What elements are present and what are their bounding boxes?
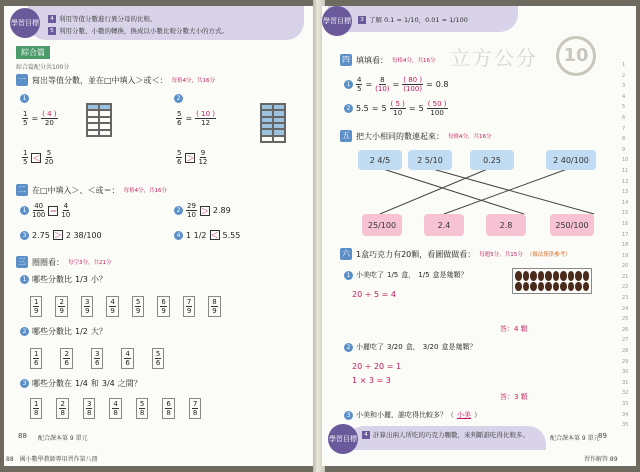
q3-3-options: [30, 398, 201, 419]
bottom-objective: 4 計算出兩人所吃的巧克力顆數，來判斷誰吃得比較多。: [362, 430, 542, 439]
chocolate-piece: [523, 282, 530, 292]
bottom-card-3: 2.8: [486, 214, 526, 236]
top-card-4: 2 40/100: [546, 150, 596, 170]
q3-1-options: [30, 296, 221, 317]
q1-1-num: 1: [20, 94, 29, 103]
bottom-badge: 學習目標: [328, 424, 358, 454]
right-page: [322, 6, 636, 466]
denominator: 8: [113, 409, 118, 417]
grid-5-6: [260, 103, 286, 143]
fraction-option: [91, 348, 103, 369]
objective-5: 5 利用分數、小數的轉換，換成以小數比較分數大小的方式。: [48, 26, 228, 35]
chocolate-piece: [515, 271, 522, 281]
fraction-option: [56, 398, 68, 419]
q3-2-prompt: 2 哪些分數比 1/2 大？: [20, 326, 107, 337]
line-number: 13: [622, 189, 629, 196]
denominator: 9: [59, 307, 64, 315]
numerator: 3: [86, 400, 92, 408]
chocolate-piece: [583, 282, 590, 292]
chocolate-piece: [568, 271, 575, 281]
bottom-card-1: 25/100: [362, 214, 402, 236]
q6-2-answer: 答：3 顆: [500, 393, 528, 401]
denominator: 9: [110, 307, 115, 315]
q6-2-work-1: 20 ÷ 20 = 1: [352, 362, 402, 371]
denominator: 9: [34, 307, 39, 315]
line-number: 2: [622, 72, 626, 79]
denominator: 6: [94, 359, 100, 367]
line-number: 9: [622, 146, 626, 153]
line-number: 11: [622, 167, 629, 174]
fraction-option: [132, 296, 144, 317]
bottom-left: 88 國小數學教師專用習作第八冊: [6, 456, 98, 463]
section-5-header: 五 把大小相同的數連起來： 每條4分，共16分: [342, 131, 492, 141]
chocolate-piece: [560, 282, 567, 292]
q3-1-prompt: 1 哪些分數比 1/3 小？: [20, 274, 107, 285]
line-number: 35: [622, 422, 629, 429]
denominator: 9: [161, 307, 166, 315]
numerator: 1: [34, 350, 39, 358]
top-card-3: 0.25: [470, 150, 514, 170]
numerator: 6: [166, 400, 171, 408]
line-number: 24: [622, 305, 629, 312]
q2-3: 3 2.75 ＞ 2 38/100: [20, 230, 102, 240]
numerator: 2: [59, 298, 64, 306]
page-number-left: 88: [18, 432, 27, 440]
chocolate-piece: [568, 282, 575, 292]
chocolate-piece: [545, 271, 552, 281]
fraction-option: [136, 398, 148, 419]
section-1-header: 一 寫出等值分數，並在□中填入＞或＜： 每格4分，共16分: [18, 75, 216, 85]
bottom-right: 習作解答 89: [584, 456, 618, 463]
q6-3-prompt: 3 小美和小麗，誰吃得比較多？（ 小美 ）: [344, 410, 481, 420]
numerator: 2: [64, 350, 69, 358]
objective-4: 4 利用等值分數進行異分母的比較。: [48, 14, 157, 23]
q2-2: 2 $\frac{29}{10}$ ＞ 2.89: [174, 202, 231, 219]
q2-4: 4 1 1/2 ＜ 5.55: [174, 230, 240, 240]
line-number: 31: [622, 379, 629, 386]
numerator: 7: [186, 298, 192, 306]
denominator: 9: [212, 307, 217, 315]
numerator: 1: [34, 400, 39, 408]
line-number: 20: [622, 263, 629, 270]
denominator: 8: [60, 409, 65, 417]
line-number: 10: [622, 157, 629, 164]
objectives-badge: 學習目標: [10, 8, 40, 38]
numerator: 4: [125, 350, 130, 358]
line-number: 3: [622, 83, 626, 90]
numerator: 4: [110, 298, 115, 306]
fraction-option: [121, 348, 133, 369]
denominator: 6: [64, 359, 69, 367]
line-number: 16: [622, 220, 629, 227]
matching-lines: [322, 6, 636, 246]
denominator: 8: [86, 409, 92, 417]
line-number: 29: [622, 358, 629, 365]
q6-1-prompt: 1 小美吃了 1/5 盒， 1/5 盒是幾顆？: [344, 270, 468, 280]
chocolate-piece: [583, 271, 590, 281]
chocolate-piece: [523, 271, 530, 281]
q6-2-prompt: 2 小麗吃了 3/20 盒， 3/20 盒是幾顆？: [344, 342, 476, 352]
objective-3: 3 了解 0.1 = 1/10，0.01 = 1/100: [358, 15, 468, 24]
fraction-option: [152, 348, 164, 369]
fraction-option: [30, 398, 42, 419]
numerator: 1: [34, 298, 39, 306]
q6-1-answer: 答：4 顆: [500, 325, 528, 333]
numerator: 3: [94, 350, 100, 358]
line-number: 6: [622, 114, 626, 121]
section-2-header: 二 在□中填入＞、＜或＝： 每格4分，共16分: [18, 185, 168, 195]
left-page: [4, 6, 316, 466]
q4-1: 1 $\frac{4}{5}$ = $\frac{8}{(10)}$ = $\frac{( 80 )}{(100)}$ = 0.8: [344, 76, 449, 93]
line-number: 5: [622, 104, 626, 111]
q1-2-compare: $\frac{5}{6}$ ＞ $\frac{9}{12}$: [177, 149, 208, 166]
section-4-header: 四 填填看： 每格4分，共16分: [342, 55, 436, 65]
denominator: 6: [125, 359, 130, 367]
top-card-1: 2 4/5: [358, 150, 402, 170]
chocolate-piece: [553, 271, 560, 281]
line-number: 21: [622, 273, 629, 280]
fraction-option: [162, 398, 174, 419]
chocolate-piece: [538, 282, 545, 292]
line-number: 30: [622, 369, 629, 376]
chapter-title: 立方公分: [450, 46, 538, 70]
line-number: 23: [622, 295, 629, 302]
denominator: 9: [186, 307, 192, 315]
chocolate-piece: [515, 282, 522, 292]
line-number: 33: [622, 401, 629, 407]
numerator: 8: [212, 298, 217, 306]
chocolate-piece: [553, 282, 560, 292]
denominator: 8: [192, 409, 198, 417]
fraction-option: [30, 296, 42, 317]
fraction-option: [157, 296, 169, 317]
chocolate-piece: [545, 282, 552, 292]
fraction-option: [83, 398, 95, 419]
section-tab: 綜合篇: [16, 46, 50, 59]
chocolate-piece: [575, 271, 582, 281]
q2-1: 1 $\frac{40}{100}$ ＝ $\frac{4}{10}$: [20, 202, 70, 219]
line-number: 1: [622, 62, 626, 68]
q1-2-equation: $\frac{5}{6}$ = $\frac{( 10 )}{12}$: [177, 110, 215, 127]
line-number: 28: [622, 348, 629, 355]
numerator: 5: [155, 350, 161, 358]
line-number: 22: [622, 284, 629, 291]
fraction-option: [189, 398, 201, 419]
q6-1-work: 20 ÷ 5 = 4: [352, 290, 396, 299]
numerator: 5: [139, 400, 145, 408]
fraction-option: [81, 296, 93, 317]
line-number: 8: [622, 136, 626, 143]
q4-2: 2 5.5 = 5 $\frac{( 5 )}{10}$ = 5 $\frac{( 50 )}{100}$: [344, 100, 448, 117]
chocolate-piece: [538, 271, 545, 281]
line-number: 25: [622, 316, 629, 323]
numerator: 5: [135, 298, 141, 306]
line-number: 4: [622, 93, 626, 100]
chocolate-box: [512, 268, 592, 294]
line-number: 19: [622, 252, 629, 259]
denominator: 8: [166, 409, 171, 417]
denominator: 6: [155, 359, 161, 367]
fraction-option: [208, 296, 220, 317]
line-number: 32: [622, 390, 629, 397]
fraction-option: [60, 348, 72, 369]
line-number: 26: [622, 326, 629, 333]
line-number: 12: [622, 178, 629, 185]
line-number: 7: [622, 125, 626, 132]
q3-3-prompt: 3 哪些分數在 1/4 和 3/4 之間？: [20, 378, 142, 389]
objectives-badge-right: 學習目標: [322, 6, 352, 36]
section-6-header: 六 1盒巧克力有20顆，看圖做做看： 每題5分，共15分 （做法僅供參考）: [342, 249, 571, 259]
numerator: 2: [60, 400, 65, 408]
total-score: 綜合篇配分共100分: [16, 64, 70, 71]
denominator: 6: [34, 359, 39, 367]
chocolate-piece: [560, 271, 567, 281]
q1-1-equation: $\frac{1}{5}$ = $\frac{( 4 )}{20}$: [23, 110, 57, 127]
chapter-number: 10: [556, 36, 596, 76]
numerator: 3: [84, 298, 90, 306]
q1-2-num: 2: [174, 94, 183, 103]
line-number: 34: [622, 411, 629, 418]
q6-2-work-2: 1 × 3 = 3: [352, 376, 391, 385]
line-number: 27: [622, 337, 629, 344]
line-number: 17: [622, 231, 629, 238]
numerator: 4: [113, 400, 118, 408]
q3-2-options: [30, 348, 164, 369]
denominator: 8: [139, 409, 145, 417]
fraction-option: [30, 348, 42, 369]
numerator: 6: [161, 298, 166, 306]
line-number: 14: [622, 199, 629, 206]
page-number-right: 89: [598, 432, 607, 440]
denominator: 8: [34, 409, 39, 417]
footer-left: 配合課本第 9 單元: [38, 435, 88, 442]
top-card-2: 2 5/10: [408, 150, 452, 170]
numerator: 7: [192, 400, 198, 408]
denominator: 9: [135, 307, 141, 315]
chocolate-piece: [530, 271, 537, 281]
fraction-option: [109, 398, 121, 419]
fraction-option: [55, 296, 67, 317]
denominator: 9: [84, 307, 90, 315]
footer-right: 配合課本第 9 單元: [550, 435, 600, 442]
grid-1-5: [86, 103, 112, 137]
fraction-option: [183, 296, 195, 317]
chocolate-piece: [530, 282, 537, 292]
section-3-header: 三 圈圈看： 每空3分，共21分: [18, 257, 112, 267]
q1-1-compare: $\frac{1}{5}$ ＜ $\frac{5}{20}$: [23, 149, 54, 166]
line-number: 18: [622, 242, 629, 249]
bottom-card-4: 250/100: [550, 214, 594, 236]
line-number: 15: [622, 210, 629, 217]
fraction-option: [106, 296, 118, 317]
bottom-card-2: 2.4: [424, 214, 464, 236]
line-number-margin: [622, 60, 634, 431]
chocolate-piece: [575, 282, 582, 292]
